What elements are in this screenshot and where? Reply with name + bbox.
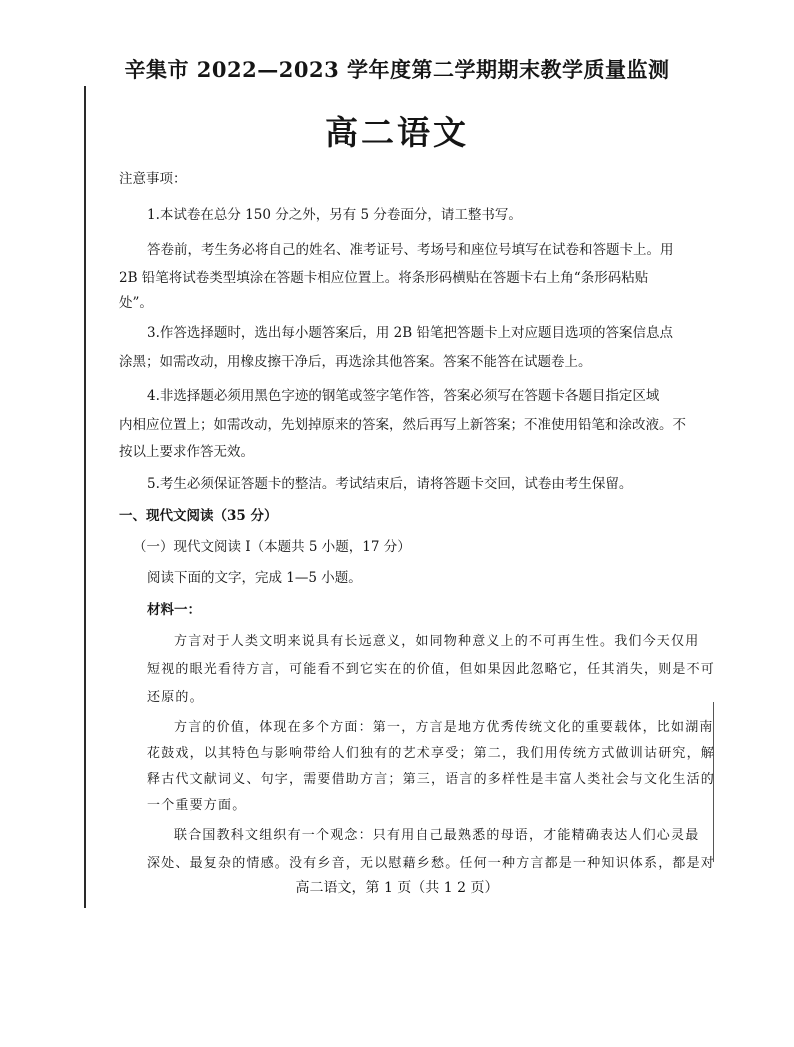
notice-item-2-line-3: 处”。 xyxy=(119,295,153,311)
section-sub-heading: （一）现代文阅读 I（本题共 5 小题，17 分） xyxy=(133,539,411,555)
notice-item-4-line-1: 4.非选择题必须用黑色字迹的钢笔或签字笔作答，答案必须写在答题卡各题目指定区域 xyxy=(147,388,660,404)
passage-p1-line-2: 短视的眼光看待方言，可能看不到它实在的价值，但如果因此忽略它，任其消失，则是不可 xyxy=(147,662,716,677)
subject-title: 高二语文 xyxy=(325,113,469,152)
passage-p2-line-1: 方言的价值，体现在多个方面：第一，方言是地方优秀传统文化的重要载体，比如湖南 xyxy=(174,720,714,735)
exam-title: 辛集市 2022—2023 学年度第二学期期末教学质量监测 xyxy=(124,57,670,82)
notice-item-3-line-1: 3.作答选择题时，选出每小题答案后，用 2B 铅笔把答题卡上对应题目选项的答案信息点 xyxy=(147,325,673,341)
passage-p1-line-3: 还原的。 xyxy=(147,690,204,705)
passage-p2-line-2: 花鼓戏，以其特色与影响带给人们独有的艺术享受；第二，我们用传统方式做训诂研究，解 xyxy=(147,746,716,761)
passage-p1-line-1: 方言对于人类文明来说具有长远意义，如同物种意义上的不可再生性。我们今天仅用 xyxy=(174,634,700,649)
passage-p3-line-1: 联合国教科文组织有一个观念：只有用自己最熟悉的母语，才能精确表达人们心灵最 xyxy=(174,828,700,843)
notice-label: 注意事项： xyxy=(119,171,187,187)
notice-item-1: 1.本试卷在总分 150 分之外，另有 5 分卷面分，请工整书写。 xyxy=(147,207,522,223)
passage-p3-line-2: 深处、最复杂的情感。没有乡音，无以慰藉乡愁。任何一种方言都是一种知识体系，都是对 xyxy=(147,856,716,871)
section-instruction: 阅读下面的文字，完成 1—5 小题。 xyxy=(147,570,362,586)
margin-rule-left xyxy=(84,86,86,908)
notice-item-2-line-2: 2B 铅笔将试卷类型填涂在答题卡相应位置上。将条形码横贴在答题卡右上角“条形码粘贴 xyxy=(119,270,649,286)
passage-p2-line-3: 释古代文献词义、句字，需要借助方言；第三，语言的多样性是丰富人类社会与文化生活的 xyxy=(147,772,716,787)
passage-p2-line-4: 一个重要方面。 xyxy=(147,798,247,813)
notice-item-4-line-3: 按以上要求作答无效。 xyxy=(119,444,254,460)
material-label: 材料一： xyxy=(147,602,201,618)
notice-item-2-line-1: 答卷前，考生务必将自己的姓名、准考证号、考场号和座位号填写在试卷和答题卡上。用 xyxy=(147,242,674,258)
section-heading: 一、现代文阅读（35 分） xyxy=(119,508,278,524)
notice-item-3-line-2: 涂黑；如需改动，用橡皮擦干净后，再选涂其他答案。答案不能答在试题卷上。 xyxy=(119,354,592,370)
notice-item-4-line-2: 内相应位置上；如需改动，先划掉原来的答案，然后再写上新答案；不准使用铅笔和涂改液。不 xyxy=(119,417,686,433)
page-footer: 高二语文，第 1 页（共 1 2 页） xyxy=(295,880,499,896)
notice-item-5: 5.考生必须保证答题卡的整洁。考试结束后，请将答题卡交回，试卷由考生保留。 xyxy=(147,476,633,492)
